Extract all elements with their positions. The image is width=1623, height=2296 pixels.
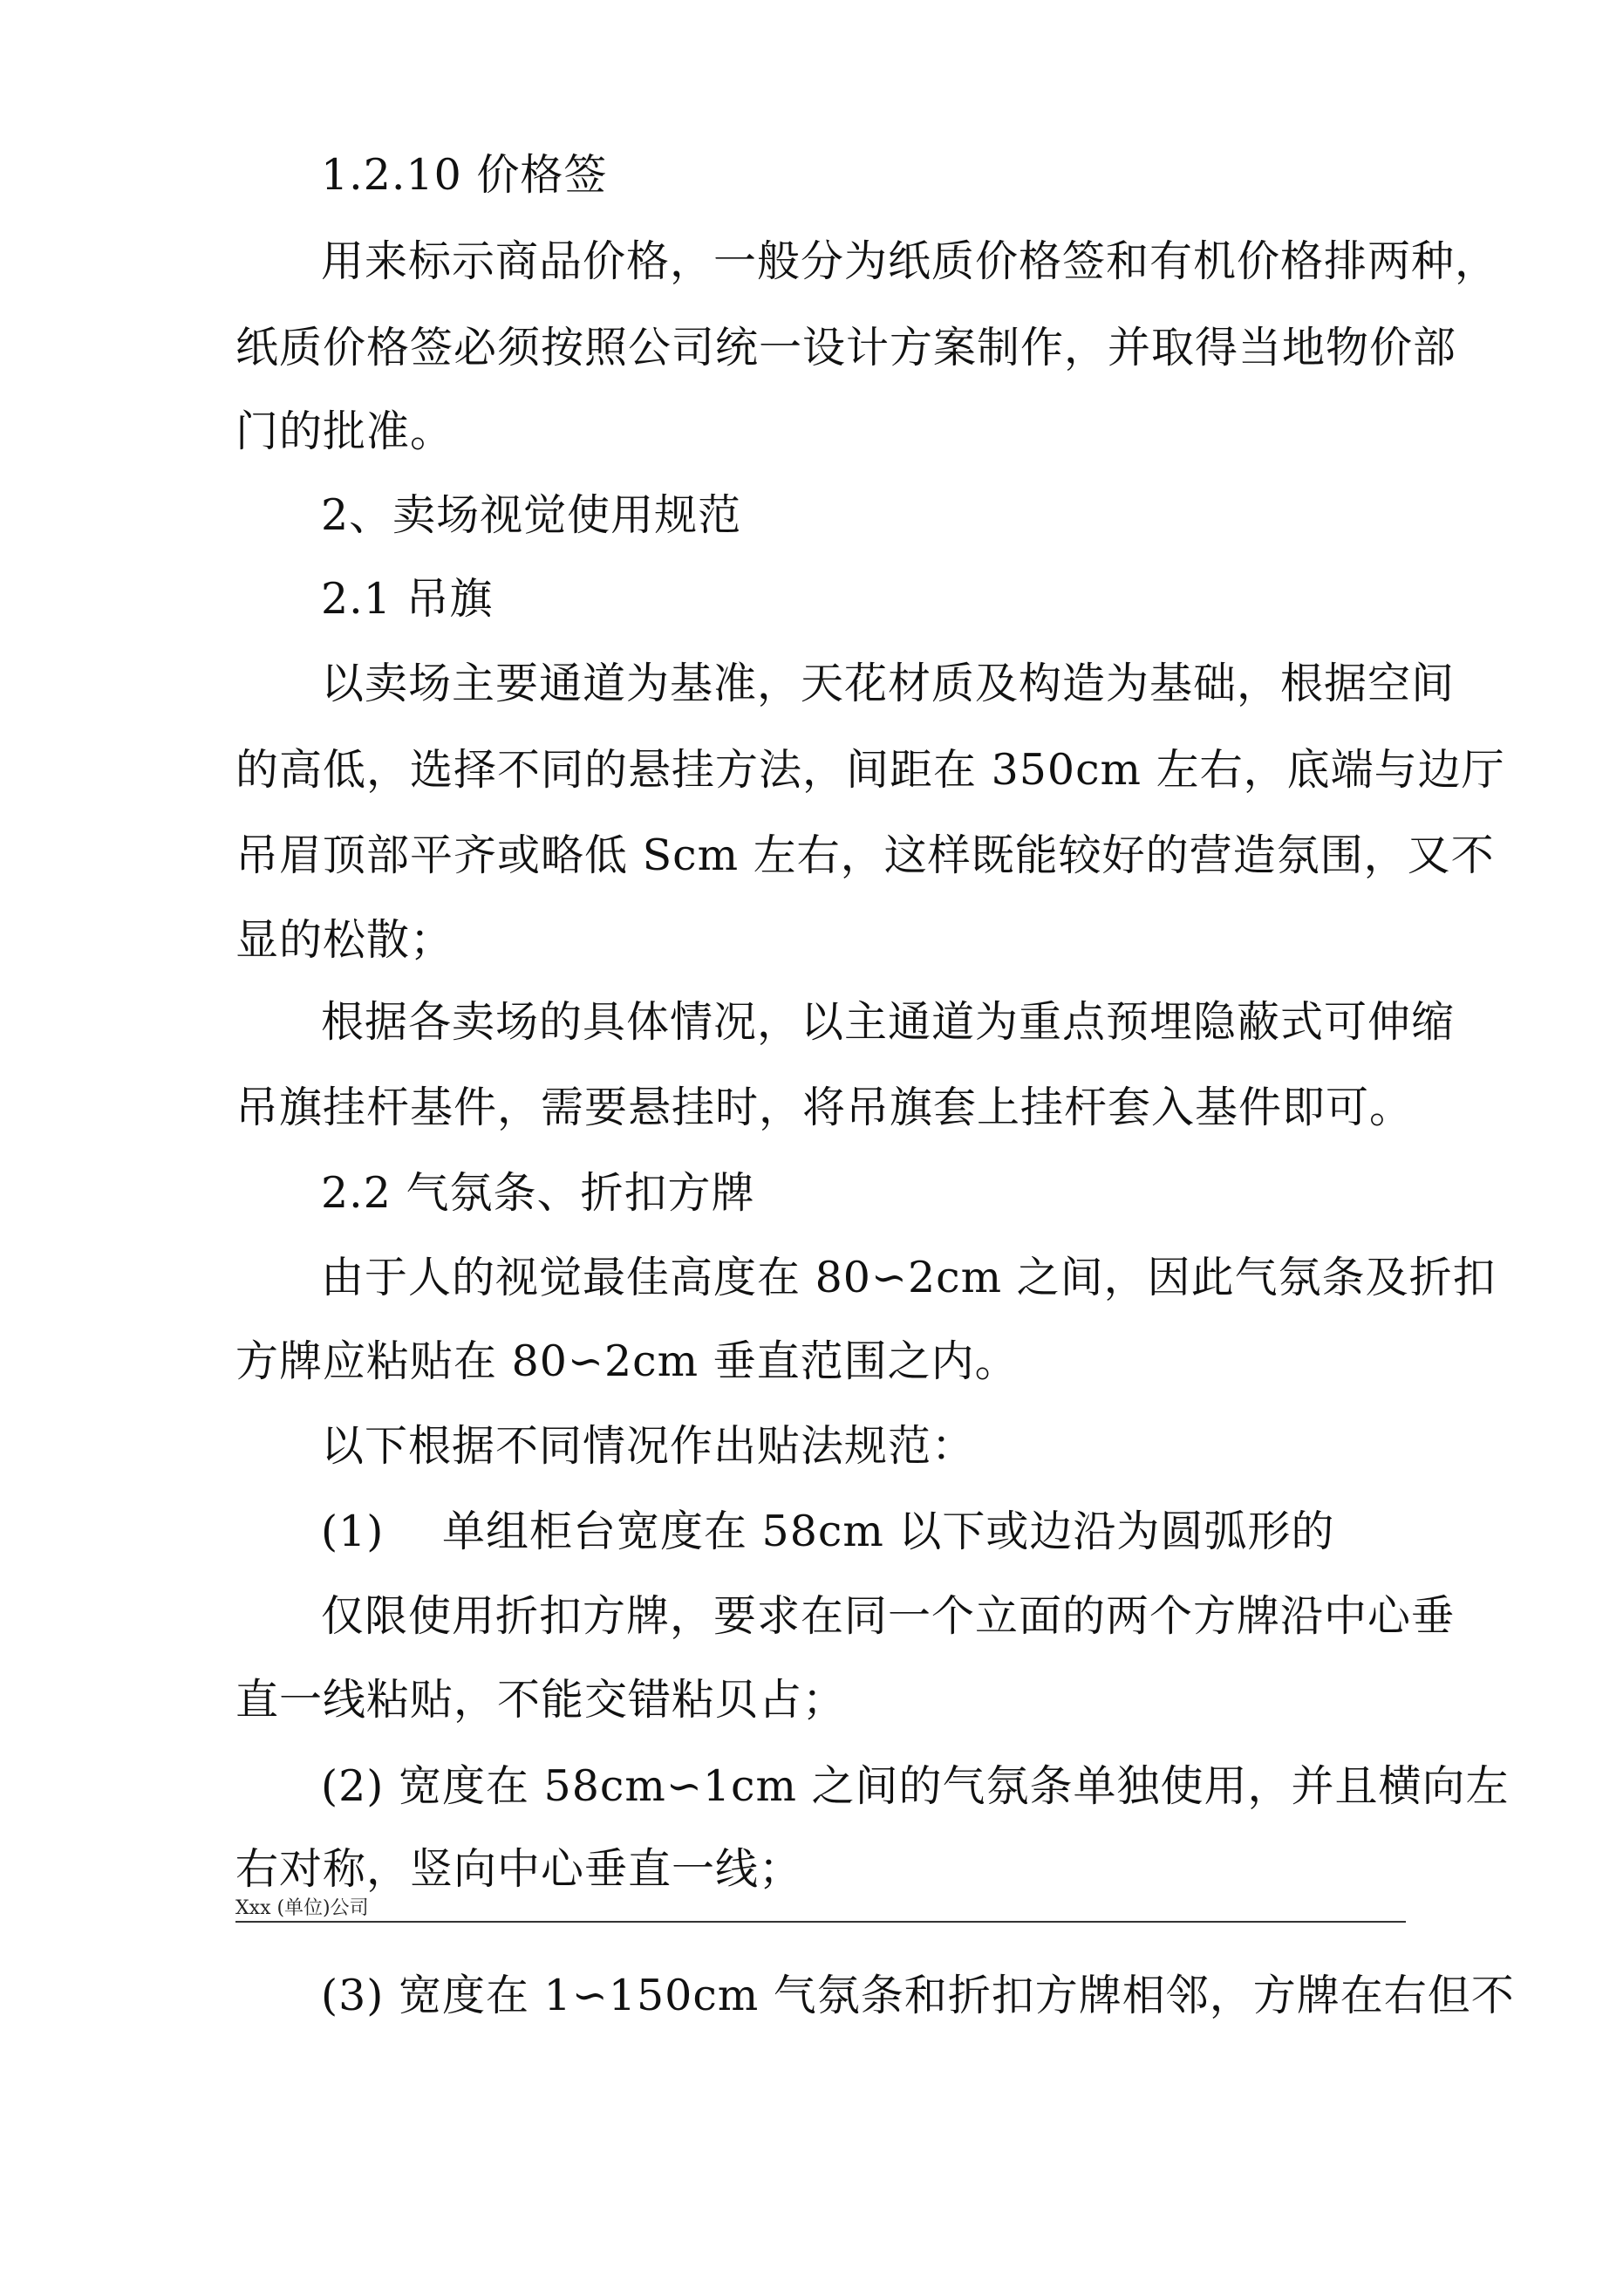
paragraph-line: 显的松散； bbox=[235, 915, 454, 965]
paragraph-line: 的高低，选择不同的悬挂方法，间距在 350cm 左右，底端与边厅 bbox=[235, 745, 1505, 795]
paragraph-line: 以卖场主要通道为基准，天花材质及构造为基础，根据空间 bbox=[321, 659, 1456, 708]
paragraph-line: 方牌应粘贴在 80∽2cm 垂直范围之内。 bbox=[235, 1336, 1019, 1386]
footer-divider bbox=[235, 1921, 1406, 1923]
paragraph-line: 仅限使用折扣方牌，要求在同一个立面的两个方牌沿中心垂 bbox=[321, 1591, 1456, 1641]
section-heading: 1.2.10 价格签 bbox=[321, 150, 608, 200]
paragraph-line: 吊眉顶部平齐或略低 Scm 左右，这样既能较好的营造氛围，又不 bbox=[235, 830, 1495, 880]
paragraph-line: 门的批准。 bbox=[235, 407, 454, 456]
page-footer: Xxx (单位)公司 bbox=[235, 1897, 369, 1919]
list-item: (2) 宽度在 58cm∽1cm 之间的气氛条单独使用，并且横向左 bbox=[321, 1761, 1510, 1811]
paragraph-line: 用来标示商品价格，一般分为纸质价格签和有机价格排两种， bbox=[321, 236, 1499, 286]
paragraph-line: 由于人的视觉最佳高度在 80∽2cm 之间，因此气氛条及折扣 bbox=[321, 1253, 1497, 1302]
paragraph-line: 根据各卖场的具体情况，以主通道为重点预埋隐蔽式可伸缩 bbox=[321, 997, 1456, 1047]
section-heading: 2、卖场视觉使用规范 bbox=[321, 490, 742, 540]
paragraph-line: 右对称，竖向中心垂直一线； bbox=[235, 1844, 803, 1894]
section-heading: 2.2 气氛条、折扣方牌 bbox=[321, 1168, 755, 1218]
paragraph-line: 以下根据不同情况作出贴法规范： bbox=[321, 1421, 976, 1471]
paragraph-line: 吊旗挂杆基件，需要悬挂时，将吊旗套上挂杆套入基件即可。 bbox=[235, 1083, 1414, 1132]
paragraph-line: 纸质价格签必须按照公司统一设计方案制作，并取得当地物价部 bbox=[235, 323, 1457, 372]
list-item: (1) 单组柜台宽度在 58cm 以下或边沿为圆弧形的 bbox=[321, 1507, 1335, 1556]
list-item: (3) 宽度在 1∽150cm 气氛条和折扣方牌相邻，方牌在右但不 bbox=[321, 1971, 1515, 2020]
paragraph-line: 直一线粘贴，不能交错粘贝占； bbox=[235, 1675, 847, 1725]
section-heading: 2.1 吊旗 bbox=[321, 574, 494, 624]
